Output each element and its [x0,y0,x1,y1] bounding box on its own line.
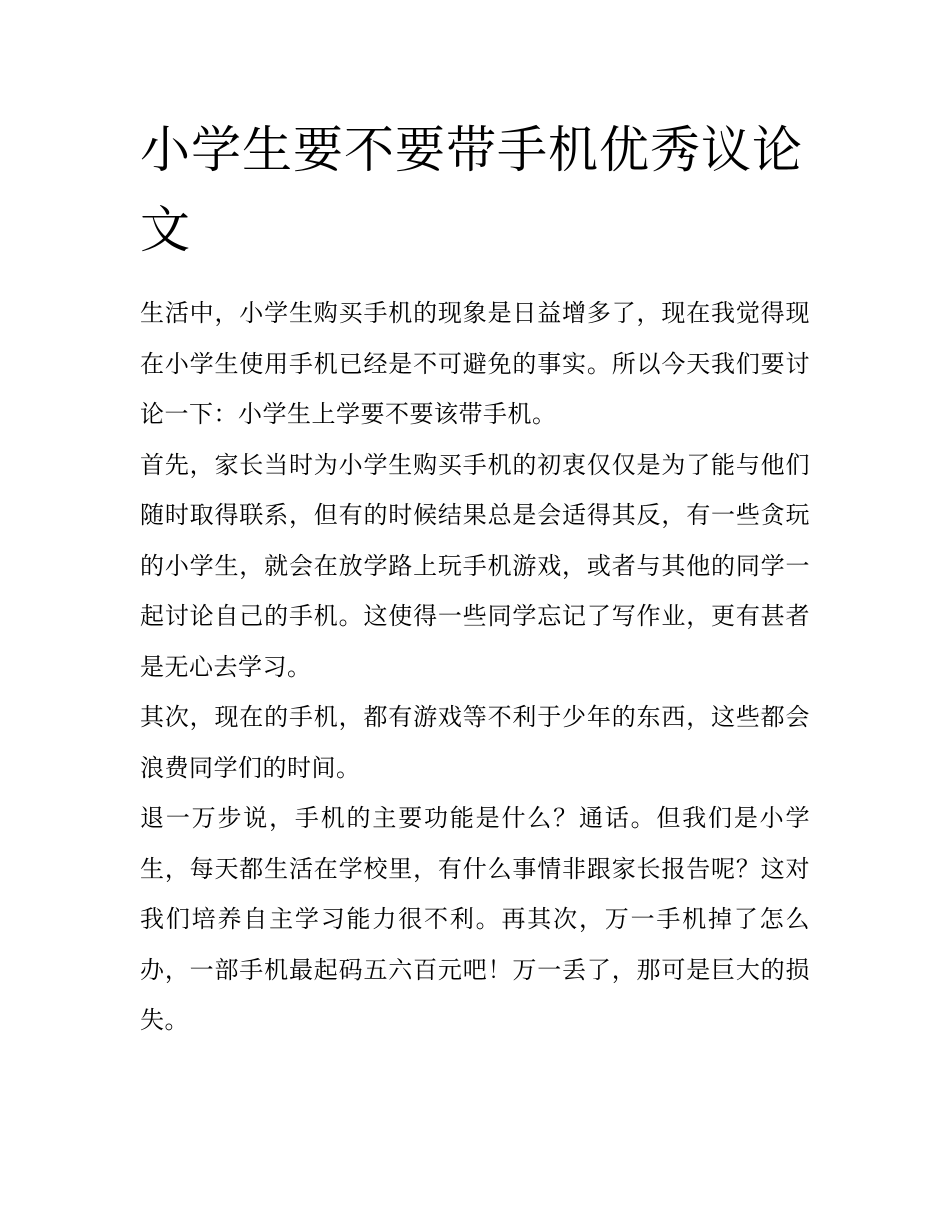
document-page [140,110,810,1046]
document-title: 小学生要不要带手机优秀议论文 [140,121,803,259]
paragraph-first-point: 首先，家长当时为小学生购买手机的初衷仅仅是为了能与他们随时取得联系，但有的时候结果总是会适得其反，有一些贪玩的小学生，就会在放学路上玩手机游戏，或者与其他的同学一起讨论自己的手机。这使得一些同学忘记了写作业，更有甚者是无心去学习。 [140,450,810,681]
paragraph-third-point: 退一万步说，手机的主要功能是什么？通话。但我们是小学生，每天都生活在学校里，有什么事情非跟家长报告呢？这对我们培养自主学习能力很不利。再其次，万一手机掉了怎么办，一部手机最起码五六百元吧！万一丢了，那可是巨大的损失。 [140,804,810,1034]
paragraph-second-point: 其次，现在的手机，都有游戏等不利于少年的东西，这些都会浪费同学们的时间。 [140,703,810,782]
paragraph-intro: 生活中，小学生购买手机的现象是日益增多了，现在我觉得现在小学生使用手机已经是不可避免的事实。所以今天我们要讨论一下：小学生上学要不要该带手机。 [140,299,810,428]
